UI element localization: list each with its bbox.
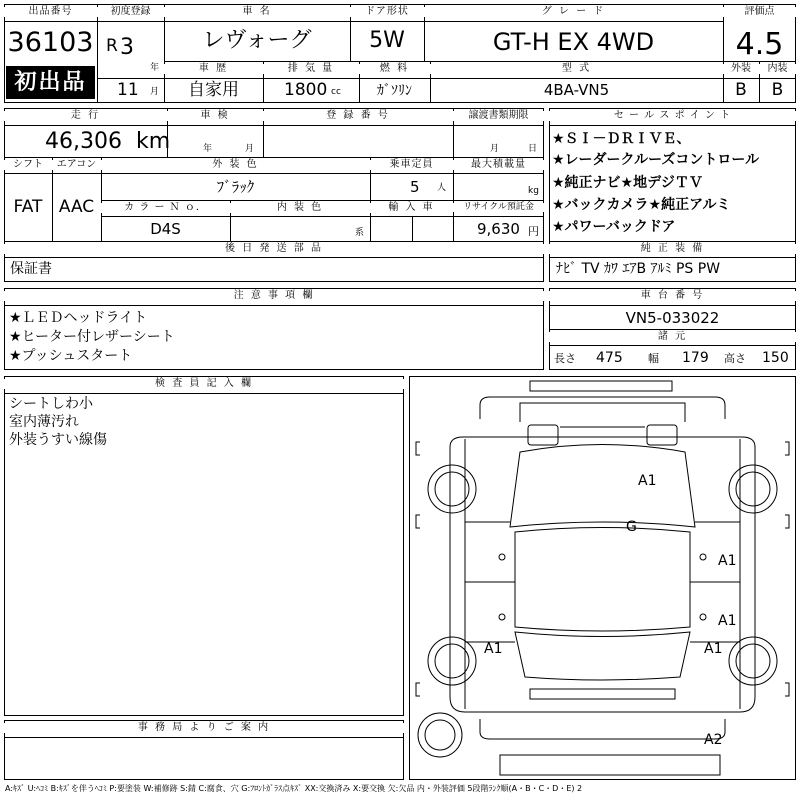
damage-mark: A2 [704, 732, 723, 748]
shift-value: FAT [13, 197, 43, 217]
sales-label: セ ー ル ス ポ イ ン ト [549, 111, 796, 121]
model-value: 4BA-VN5 [543, 81, 610, 99]
first-listing-badge [6, 66, 95, 99]
dims-label: 諸 元 [549, 332, 796, 342]
ac-label: エアコン [52, 160, 101, 170]
yen-unit: 円 [528, 225, 539, 238]
km-unit: km [136, 129, 171, 154]
length-label: 長さ [554, 352, 576, 365]
height-label: 高さ [724, 352, 746, 365]
score-value: 4.5 [735, 27, 784, 62]
capacity-value: 5 [410, 178, 420, 196]
equip-value: ﾅﾋﾞ TV ｶﾜ ｴｱB ｱﾙﾐ PS PW [556, 261, 721, 277]
displacement-value: 1800 [284, 80, 328, 100]
legend-text: A:ｷｽﾞ U:ﾍｺﾐ B:ｷｽﾞを伴うﾍｺﾐ P:要塗装 W:補修跡 S:錆 C:腐食、穴 G:ﾌﾛﾝﾄｶﾞﾗｽ点ｷｽﾞ XX:交換済み X:要交換 欠:欠品 内・外装評価 5段階ﾗﾝｸ順(A・B・C・D・E) 2 [5, 784, 583, 793]
interior-label: 内装 [759, 64, 796, 74]
fuel-label: 燃 料 [359, 64, 430, 74]
note-item: ★ヒーター付レザーシート [9, 329, 175, 345]
lot-number: 36103 [7, 27, 94, 58]
width-label: 幅 [648, 352, 659, 365]
height-value: 150 [762, 350, 789, 366]
sales-point: ★純正ナビ★地デジＴＶ [552, 175, 703, 191]
exterior-value: B [735, 80, 747, 100]
load-unit: kg [528, 186, 539, 196]
fuel-value: ｶﾞｿﾘﾝ [377, 83, 412, 99]
note-item: ★プッシュスタート [9, 348, 133, 364]
color-no-label: カ ラ ー Ｎ ｏ． [101, 203, 230, 213]
score-label: 評価点 [723, 7, 796, 17]
inspector-label: 検 査 員 記 入 欄 [4, 379, 404, 389]
damage-mark: A1 [718, 613, 737, 629]
era: R [106, 36, 118, 56]
office-label: 事 務 局 よ り ご 案 内 [4, 723, 404, 733]
car-name-label: 車 名 [164, 7, 350, 17]
year-unit: 年 [150, 63, 160, 73]
int-color-label: 内 装 色 [230, 203, 370, 213]
reg-year: 3 [120, 35, 134, 60]
chassis-label: 車 台 番 号 [549, 291, 796, 301]
reg-month: 11 [117, 80, 139, 100]
chassis-number: VN5-033022 [625, 309, 720, 327]
note-item: ★ＬＥＤヘッドライト [9, 310, 148, 326]
grade-label: グ レ ー ド [424, 7, 723, 17]
shift-label: シフト [4, 160, 52, 170]
damage-mark: A1 [718, 553, 737, 569]
damage-mark: A1 [638, 473, 657, 489]
damage-mark: A1 [484, 641, 503, 657]
inspector-item: 外装うすい線傷 [9, 432, 107, 448]
history-label: 車 歴 [164, 64, 263, 74]
car-outline-svg [410, 377, 795, 779]
width-value: 179 [682, 350, 709, 366]
later-parts-label: 後 日 発 送 部 品 [4, 244, 544, 254]
recycle-label: リサイクル預託金 [453, 203, 544, 212]
length-value: 475 [596, 350, 623, 366]
inspection-month: 月 [245, 144, 255, 154]
color-value: ﾌﾞﾗｯｸ [216, 178, 255, 196]
later-parts-value: 保証書 [10, 261, 52, 277]
sales-point: ★バックカメラ★純正アルミ [552, 197, 731, 213]
reg-no-label: 登 録 番 号 [263, 111, 453, 121]
car-diagram [409, 376, 796, 780]
int-color-suffix: 系 [355, 228, 365, 238]
sales-point: ★ＳＩ－ＤＲＩＶＥ、 [552, 131, 691, 147]
month-unit: 月 [150, 87, 160, 97]
interior-value: B [771, 80, 784, 100]
notes-label: 注 意 事 項 欄 [4, 291, 544, 301]
door-value: 5W [369, 28, 405, 53]
door-label: ドア形状 [350, 7, 424, 17]
color-label: 外 装 色 [101, 160, 370, 170]
grade-value: GT-H EX 4WD [492, 28, 655, 56]
capacity-unit: 人 [437, 183, 447, 193]
transfer-month: 月 [490, 144, 500, 154]
sales-point: ★レーダークルーズコントロール [552, 152, 760, 168]
inspection-label: 車 検 [167, 111, 263, 121]
damage-mark: A1 [704, 641, 723, 657]
car-name: レヴォーグ [202, 28, 312, 53]
damage-mark: G [626, 519, 637, 535]
transfer-day: 日 [528, 144, 538, 154]
inspector-item: シートしわ小 [9, 396, 93, 412]
recycle-value: 9,630 [477, 220, 520, 238]
sales-point: ★パワーバックドア [552, 219, 676, 235]
first-reg-label: 初度登録 [97, 7, 164, 17]
equip-label: 純 正 装 備 [549, 244, 796, 254]
inspection-year: 年 [203, 144, 213, 154]
displacement-label: 排 気 量 [263, 64, 359, 74]
first-listing-text: 初出品 [14, 70, 87, 95]
history-value: 自家用 [188, 80, 239, 100]
import-label: 輸 入 車 [370, 203, 453, 213]
mileage-label: 走 行 [4, 111, 167, 121]
capacity-label: 乗車定員 [370, 160, 453, 170]
lot-label: 出品番号 [4, 7, 97, 17]
load-label: 最大積載量 [453, 160, 544, 170]
mileage-value: 46,306 [45, 129, 122, 154]
transfer-label: 譲渡書類期限 [453, 111, 544, 121]
inspector-item: 室内薄汚れ [9, 414, 79, 430]
model-label: 型 式 [430, 64, 723, 74]
cc-unit: cc [331, 87, 341, 97]
ac-value: AAC [58, 197, 95, 217]
color-no-value: D4S [150, 220, 181, 238]
exterior-label: 外装 [723, 64, 759, 74]
